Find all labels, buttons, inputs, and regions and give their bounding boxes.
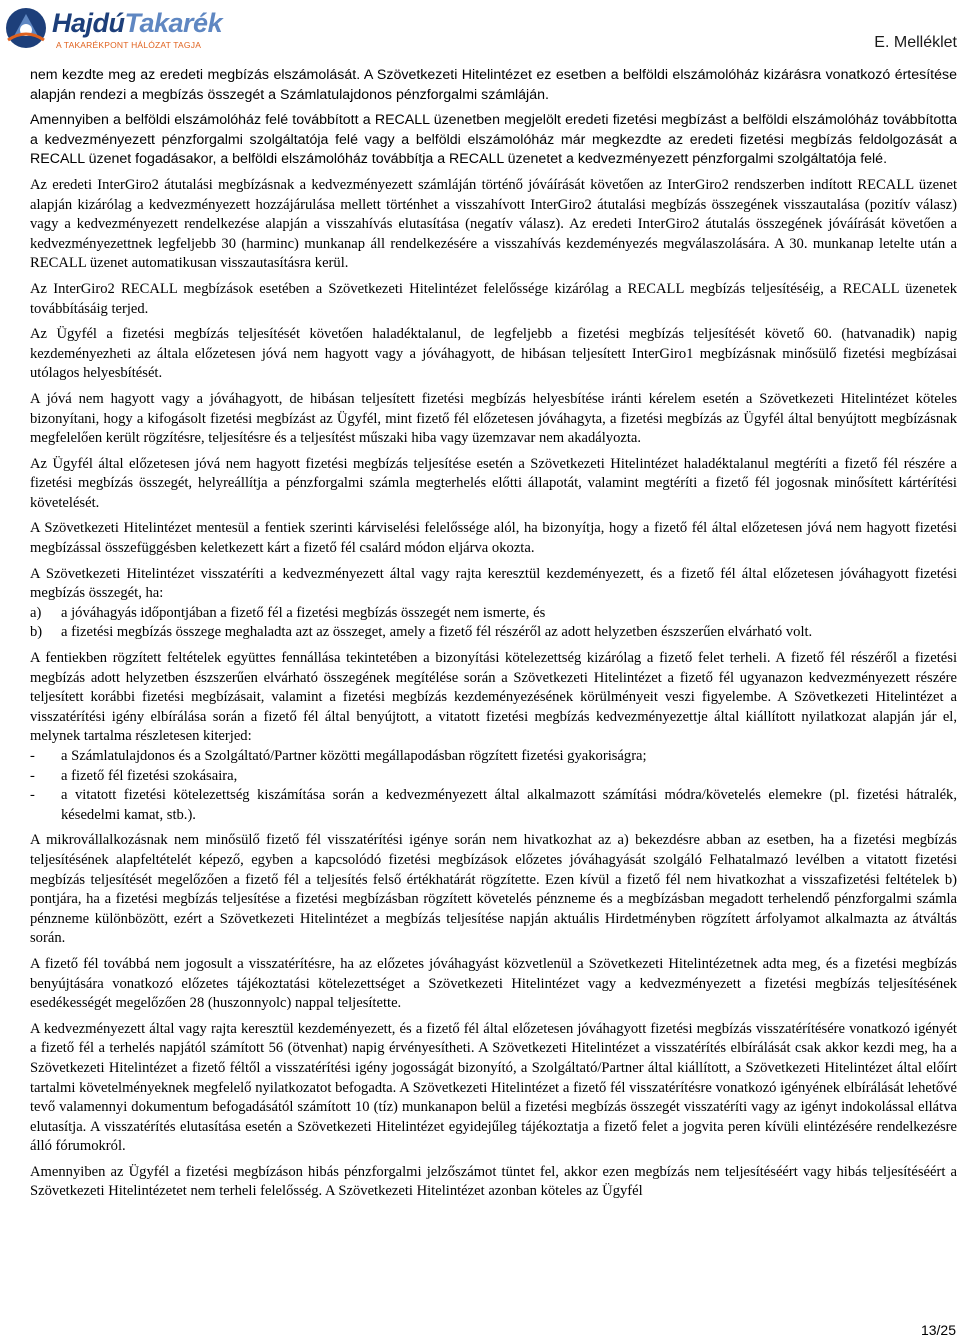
paragraph: Amennyiben az Ügyfél a fizetési megbízáson hibás pénzforgalmi jelzőszámot tüntet fel, akkor ezen megbízás nem teljesítéséért vagy hibás teljesítéséért a Szövetkezeti Hitelintézetet nem terheli felelősség. A Szövetkezeti Hitelintézet azonban köteles az Ügyfél	[30, 1163, 957, 1200]
list-marker: -	[30, 787, 35, 804]
list-marker: a)	[30, 604, 42, 621]
paragraph: Az InterGiro2 RECALL megbízások esetében a Szövetkezeti Hitelintézet felelőssége kizárólag a RECALL megbízás teljesítéséig, a RECALL üzenetek továbbításáig terjed.	[30, 280, 957, 317]
brand-name-part2: Takarék	[124, 8, 223, 38]
list-text: a fizetési megbízás összege meghaladta azt az összeget, amely a fizető fél részéről az adott helyzetben észszerűen elvárható volt.	[61, 624, 813, 641]
paragraph: A jóvá nem hagyott vagy a jóváhagyott, de hibásan teljesített fizetési megbízás helyesbítése iránti kérelem esetén a Szövetkezeti Hitelintézet köteles bizonyítani, hogy a kifogásolt fizetési megbízást az Ügyfél, mint fizető fél előzetesen jóváhagyta, a fizetési megbízás az Ügyfél által benyújtott megbízásnak megfelelően került rögzítésre, teljesítésre és a teljesítést műszaki hiba vagy üzemzavar nem akadályozta.	[30, 390, 957, 447]
page-number: 13/25	[920, 1322, 956, 1338]
refund-conditions	[30, 565, 957, 643]
list-text: a fizető fél fizetési szokásaira,	[61, 767, 238, 784]
list-item	[30, 623, 957, 643]
list-text: a jóváhagyás időpontjában a fizető fél a fizetési megbízás összegét nem ismerte, és	[61, 604, 546, 621]
paragraph: A fizető fél továbbá nem jogosult a visszatérítésre, ha az előzetes jóváhagyást közvetlenül a Szövetkezeti Hitelintézetnek adta meg, és a fizetési megbízás benyújtására vonatkozó előzetes tájékoztatási kötelezettséget a Szövetkezeti Hitelintézet vagy a kedvezményezett a fizetési megbízás teljesítésének esedékességét megelőzően 28 (huszonnyolc) nappal teljesítette.	[30, 955, 957, 1012]
paragraph: Az eredeti InterGiro2 átutalási megbízásnak a kedvezményezett számláján történő jóváírását követően az InterGiro2 rendszerben indított RECALL üzenet alapján kizárólag a kedvezményezett hozzájárulása mellett történhet a visszahívott InterGiro2 átutalási megbízás összegének visszautalása (pozitív válasz) vagy a kedvezményezett rendelkezése alapján a visszahívás elutasítása (negatív válasz). Az eredeti InterGiro2 átutalás összegének jóváírását követően a kedvezményezettnek legfeljebb 30 (harminc) munkanap áll rendelkezésére a visszahívás kezdeményezés megválaszolására. A 30. munkanap letelte után a RECALL üzenet automatikusan visszautasításra kerül.	[30, 176, 957, 272]
paragraph: A kedvezményezett által vagy rajta keresztül kezdeményezett, és a fizető fél által előzetesen jóváhagyott fizetési megbízás visszatérítésére vonatkozó igényét a fizető fél a terhelés napjától számított 56 (ötvenhat) napig érvényesítheti. A Szövetkezeti Hitelintézet a visszatérítés elbírálását csak akkor kezdi meg, ha a Szövetkezeti Hitelintézet a fizető féltől a visszatérítési igény jogosságát bizonyító, a Szolgáltató/Partner által kiállított, a Szövetkezeti Hitelintézet által előírt tartalmi követelményeknek megfelelő nyilatkozatot befogadta. A Szövetkezeti Hitelintézet a fizető fél visszatérítésre vonatkozó igényének elbírálását lehetővé tevő valamennyi dokumentum befogadásától számított 10 (tíz) munkanapon belül a fizetési megbízás összegét visszatéríti vagy az igényt indokolással ellátva elutasítja. A visszatérítés elutasítása esetén a Szövetkezeti Hitelintézet egyidejűleg tájékoztatja a fizető felet a jogvita peren kívüli elintézésére rendelkezésre álló fórumokról.	[30, 1020, 957, 1155]
paragraph: Az Ügyfél által előzetesen jóvá nem hagyott fizetési megbízás teljesítése esetén a Szövetkezeti Hitelintézet haladéktalanul megtéríti a fizető fél részére a fizetési megbízás összegét, helyreállítja a pénzforgalmi számla megterhelés előtti állapotát, valamint megtéríti a fizető fél jogosnak minősített kártérítési követelését.	[30, 455, 957, 511]
list-text: a Számlatulajdonos és a Szolgáltató/Partner közötti megállapodásban rögzített fizetési gyakoriságra;	[61, 748, 647, 764]
list-marker: -	[30, 748, 35, 764]
statement-contents	[30, 649, 957, 825]
paragraph: Az Ügyfél a fizetési megbízás teljesítését követően haladéktalanul, de legfeljebb a fizetési megbízás teljesítését követő 60. (hatvanadik) napig kezdeményezheti az általa előzetesen jóvá nem hagyott vagy a jóváhagyott, de hibásan teljesített InterGiro1 megbízásnak minősülő fizetési megbízásai utólagos helyesbítését.	[30, 326, 957, 382]
list-marker: -	[30, 767, 35, 784]
page-header	[0, 0, 960, 62]
paragraph: A Szövetkezeti Hitelintézet mentesül a fentiek szerinti kárviselési felelőssége alól, ha bizonyítja, hogy a fizető fél által előzetesen jóvá nem hagyott fizetési megbízással összefüggésben keletkezett kárt a fizető fél csalárd módon eljárva okozta.	[30, 520, 957, 557]
list-marker: b)	[30, 624, 43, 641]
list-item	[30, 767, 957, 787]
hajdu-takarek-logo-icon	[4, 6, 48, 50]
paragraph: A mikrovállalkozásnak nem minősülő fizető fél visszatérítési igénye során nem hivatkozhat az a) bekezdésre abban az esetben, ha a fizetési megbízás teljesítésének alapfeltételét képező, egyben a kapcsolódó fizetési megbízások előzetes jóváhagyását szolgáló Felhatalmazó levélben a vitatott fizetési megbízás teljesítését megelőzően a fizető fél a teljesítés felső értékhatárát rögzítette. Ezen kívül a fizető fél nem hivatkozhat a visszafizetési feltételek b) pontjára, ha a fizetési megbízás teljesítése a fizetési megbízásban rögzített követelés pénzneme és a megbízásban megadott terhelendő pénzforgalmi számla pénzneme különbözött, ezért a Szövetkezeti Hitelintézet a megbízás teljesítése napján aktuális Hirdetményben rögzített árfolyamot alkalmazta az átváltás során.	[30, 832, 957, 947]
brand-tagline: A TAKARÉKPONT HÁLÓZAT TAGJA	[56, 40, 202, 50]
list-item	[30, 604, 957, 624]
paragraph: nem kezdte meg az eredeti megbízás elszámolását. A Szövetkezeti Hitelintézet ez esetben a belföldi elszámolóház kizárásra vonatkozó értesítése alapján rendezi a megbízás összegét a Számlatulajdonos pénzforgalmi számláján.	[30, 67, 957, 103]
paragraph: A fentiekben rögzített feltételek együttes fennállása tekintetében a bizonyítási kötelezettség kizárólag a fizető felet terheli. A fizető fél részéről a fizetési megbízás adott helyzetben észszerűen elvárható összegének megítélése során a Szövetkezeti Hitelintézet a fizető fél ugyanazon kedvezményezett részére teljesített korábbi fizetési megbízásait, valamint a fizetési megbízás kezdeményezésének körülményeit veszi figyelembe. A Szövetkezeti Hitelintézet a visszatérítési igény elbírálása során a fizető fél által benyújtott, a vitatott fizetési megbízás kedvezményezettje által kiállított nyilatkozat alapján jár el, melynek tartalma részletesen kiterjed:	[30, 650, 957, 745]
brand-logo	[4, 6, 224, 54]
annex-label: E. Melléklet	[874, 34, 957, 51]
list-item	[30, 747, 957, 767]
brand-name-part1: Hajdú	[52, 8, 125, 38]
list-text: a vitatott fizetési kötelezettség kiszámítása során a kedvezményezett által alkalmazott számítási módra/követelés elemekre (pl. fizetési hátralék, késedelmi kamat, stb.).	[61, 787, 957, 823]
paragraph: Amennyiben a belföldi elszámolóház felé továbbított a RECALL üzenetben megjelölt eredeti fizetési megbízást a belföldi elszámolóház továbbította a kedvezményezett pénzforgalmi szolgáltatója felé vagy a belföldi elszámolóház már megkezdte az eredeti fizetési megbízás feldolgozását a RECALL üzenet fogadásakor, a belföldi elszámolóház továbbítja a RECALL üzenetet a kedvezményezett pénzforgalmi szolgáltatója felé.	[30, 112, 957, 168]
paragraph: A Szövetkezeti Hitelintézet visszatéríti a kedvezményezett által vagy rajta keresztül kezdeményezett, és a fizető fél által előzetesen jóváhagyott fizetési megbízás összegét, ha:	[30, 565, 957, 602]
document-body	[30, 66, 957, 1208]
list-item	[30, 786, 957, 825]
brand-name	[52, 8, 222, 38]
